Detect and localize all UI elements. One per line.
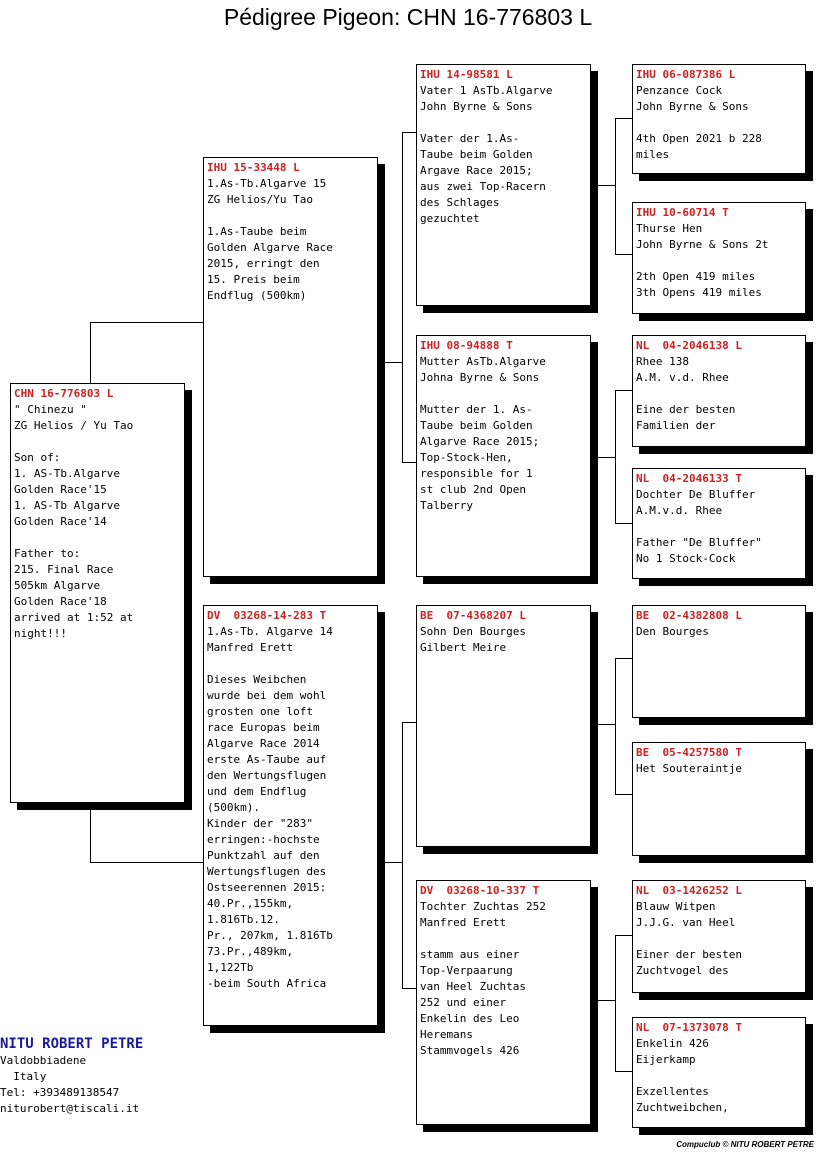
owner-phone: Tel: +393489138547 xyxy=(0,1086,120,1099)
grandsire-maternal-card[interactable] xyxy=(416,605,591,847)
pigeon-notes: Den Bourges xyxy=(636,625,709,638)
pigeon-notes: Sohn Den Bourges Gilbert Meire xyxy=(420,625,526,654)
dam-card[interactable] xyxy=(203,605,378,1026)
ring-number: BE 02-4382808 L xyxy=(636,609,742,622)
page-title: Pédigree Pigeon: CHN 16-776803 L xyxy=(223,4,593,30)
great-grandparent-card[interactable] xyxy=(632,605,806,718)
connector xyxy=(377,862,403,863)
pigeon-notes: Penzance Cock John Byrne & Sons 4th Open 2021 b 228 miles xyxy=(636,84,762,161)
connector xyxy=(615,390,616,524)
copyright-footer: Compuclub © NITU ROBERT PETRE xyxy=(676,1140,814,1149)
ring-number: CHN 16-776803 L xyxy=(14,387,114,400)
connector xyxy=(90,862,204,863)
pigeon-notes: Rhee 138 A.M. v.d. Rhee Eine der besten Familien der xyxy=(636,355,736,432)
pigeon-notes: Het Souteraintje xyxy=(636,762,742,775)
owner-name: NITU ROBERT PETRE xyxy=(0,1036,144,1052)
connector xyxy=(615,523,632,524)
connector xyxy=(590,1000,616,1001)
owner-country: Italy xyxy=(0,1070,47,1083)
pigeon-notes: Mutter AsTb.Algarve Johna Byrne & Sons Mutter der 1. As- Taube beim Golden Algarve Race 2015; Top-Stock-Hen, responsible for 1 st club 2nd Open Talberry xyxy=(420,355,546,512)
pigeon-notes: Enkelin 426 Eijerkamp Exzellentes Zuchtweibchen, xyxy=(636,1037,729,1114)
granddam-maternal-card[interactable] xyxy=(416,880,591,1125)
great-grandparent-card[interactable] xyxy=(632,468,806,579)
great-grandparent-card[interactable] xyxy=(632,202,806,314)
ring-number: IHU 08-94888 T xyxy=(420,339,513,352)
connector xyxy=(590,185,616,186)
great-grandparent-card[interactable] xyxy=(632,880,806,993)
ring-number: IHU 14-98581 L xyxy=(420,68,513,81)
ring-number: IHU 10-60714 T xyxy=(636,206,729,219)
connector xyxy=(615,390,632,391)
ring-number: NL 07-1373078 T xyxy=(636,1021,742,1034)
connector xyxy=(615,658,616,795)
pigeon-notes: Vater 1 AsTb.Algarve John Byrne & Sons Vater der 1.As- Taube beim Golden Argave Race 2015; aus zwei Top-Racern des Schlages gezuchtet xyxy=(420,84,553,225)
connector xyxy=(590,724,616,725)
connector xyxy=(402,722,403,989)
ring-number: DV 03268-10-337 T xyxy=(420,884,540,897)
ring-number: NL 04-2046133 T xyxy=(636,472,742,485)
great-grandparent-card[interactable] xyxy=(632,742,806,856)
pigeon-notes: 1.As-Tb.Algarve 15 ZG Helios/Yu Tao 1.As-Taube beim Golden Algarve Race 2015, erringt den 15. Preis beim Endflug (500km) xyxy=(207,177,333,302)
connector xyxy=(402,132,416,133)
connector xyxy=(615,118,632,119)
ring-number: DV 03268-14-283 T xyxy=(207,609,327,622)
connector xyxy=(90,802,91,863)
owner-email[interactable]: niturobert@tiscali.it xyxy=(0,1102,140,1115)
connector xyxy=(615,118,616,255)
pigeon-notes: " Chinezu " ZG Helios / Yu Tao Son of: 1. AS-Tb.Algarve Golden Race'15 1. AS-Tb Algarve Golden Race'14 Father to: 215. Final Race 505km Algarve Golden Race'18 arrived at 1:52 at night!!! xyxy=(14,403,134,640)
owner-info xyxy=(0,1035,143,1117)
ring-number: NL 03-1426252 L xyxy=(636,884,742,897)
connector xyxy=(615,254,632,255)
pigeon-notes: Thurse Hen John Byrne & Sons 2t 2th Open 419 miles 3th Opens 419 miles xyxy=(636,222,769,299)
granddam-paternal-card[interactable] xyxy=(416,335,591,577)
ring-number: IHU 06-087386 L xyxy=(636,68,736,81)
connector xyxy=(402,722,416,723)
connector xyxy=(615,935,616,1072)
connector xyxy=(590,457,616,458)
connector xyxy=(402,988,416,989)
great-grandparent-card[interactable] xyxy=(632,335,806,447)
pigeon-notes: Blauw Witpen J.J.G. van Heel Einer der besten Zuchtvogel des xyxy=(636,900,742,977)
grandsire-paternal-card[interactable] xyxy=(416,64,591,306)
connector xyxy=(402,132,403,463)
connector xyxy=(615,658,632,659)
ring-number: BE 07-4368207 L xyxy=(420,609,526,622)
connector xyxy=(615,794,632,795)
ring-number: BE 05-4257580 T xyxy=(636,746,742,759)
connector xyxy=(615,935,632,936)
pigeon-notes: Tochter Zuchtas 252 Manfred Erett stamm aus einer Top-Verpaarung van Heel Zuchtas 252 und einer Enkelin des Leo Heremans Stammvogels 426 xyxy=(420,900,546,1057)
connector xyxy=(377,362,403,363)
sire-card[interactable] xyxy=(203,157,378,577)
subject-card[interactable] xyxy=(10,383,185,803)
connector xyxy=(90,322,91,384)
great-grandparent-card[interactable] xyxy=(632,1017,806,1128)
connector xyxy=(90,322,204,323)
owner-city: Valdobbiadene xyxy=(0,1054,87,1067)
ring-number: IHU 15-33448 L xyxy=(207,161,300,174)
ring-number: NL 04-2046138 L xyxy=(636,339,742,352)
connector xyxy=(402,462,416,463)
pigeon-notes: 1.As-Tb. Algarve 14 Manfred Erett Dieses Weibchen wurde bei dem wohl grosten one loft race Europas beim Algarve Race 2014 erste As-Taube auf den Wertungsflugen und dem Endflug (500km). Kinder der "283" erringen:-hochste Punktzahl auf den Wertungsflugen des Ostseerennen 2015: 40.Pr.,155km, 1.816Tb.12. Pr., 207km, 1.816Tb 73.Pr.,489km, 1,122Tb -beim South Africa xyxy=(207,625,333,990)
great-grandparent-card[interactable] xyxy=(632,64,806,174)
connector xyxy=(615,1071,632,1072)
pigeon-notes: Dochter De Bluffer A.M.v.d. Rhee Father "De Bluffer" No 1 Stock-Cock xyxy=(636,488,762,565)
